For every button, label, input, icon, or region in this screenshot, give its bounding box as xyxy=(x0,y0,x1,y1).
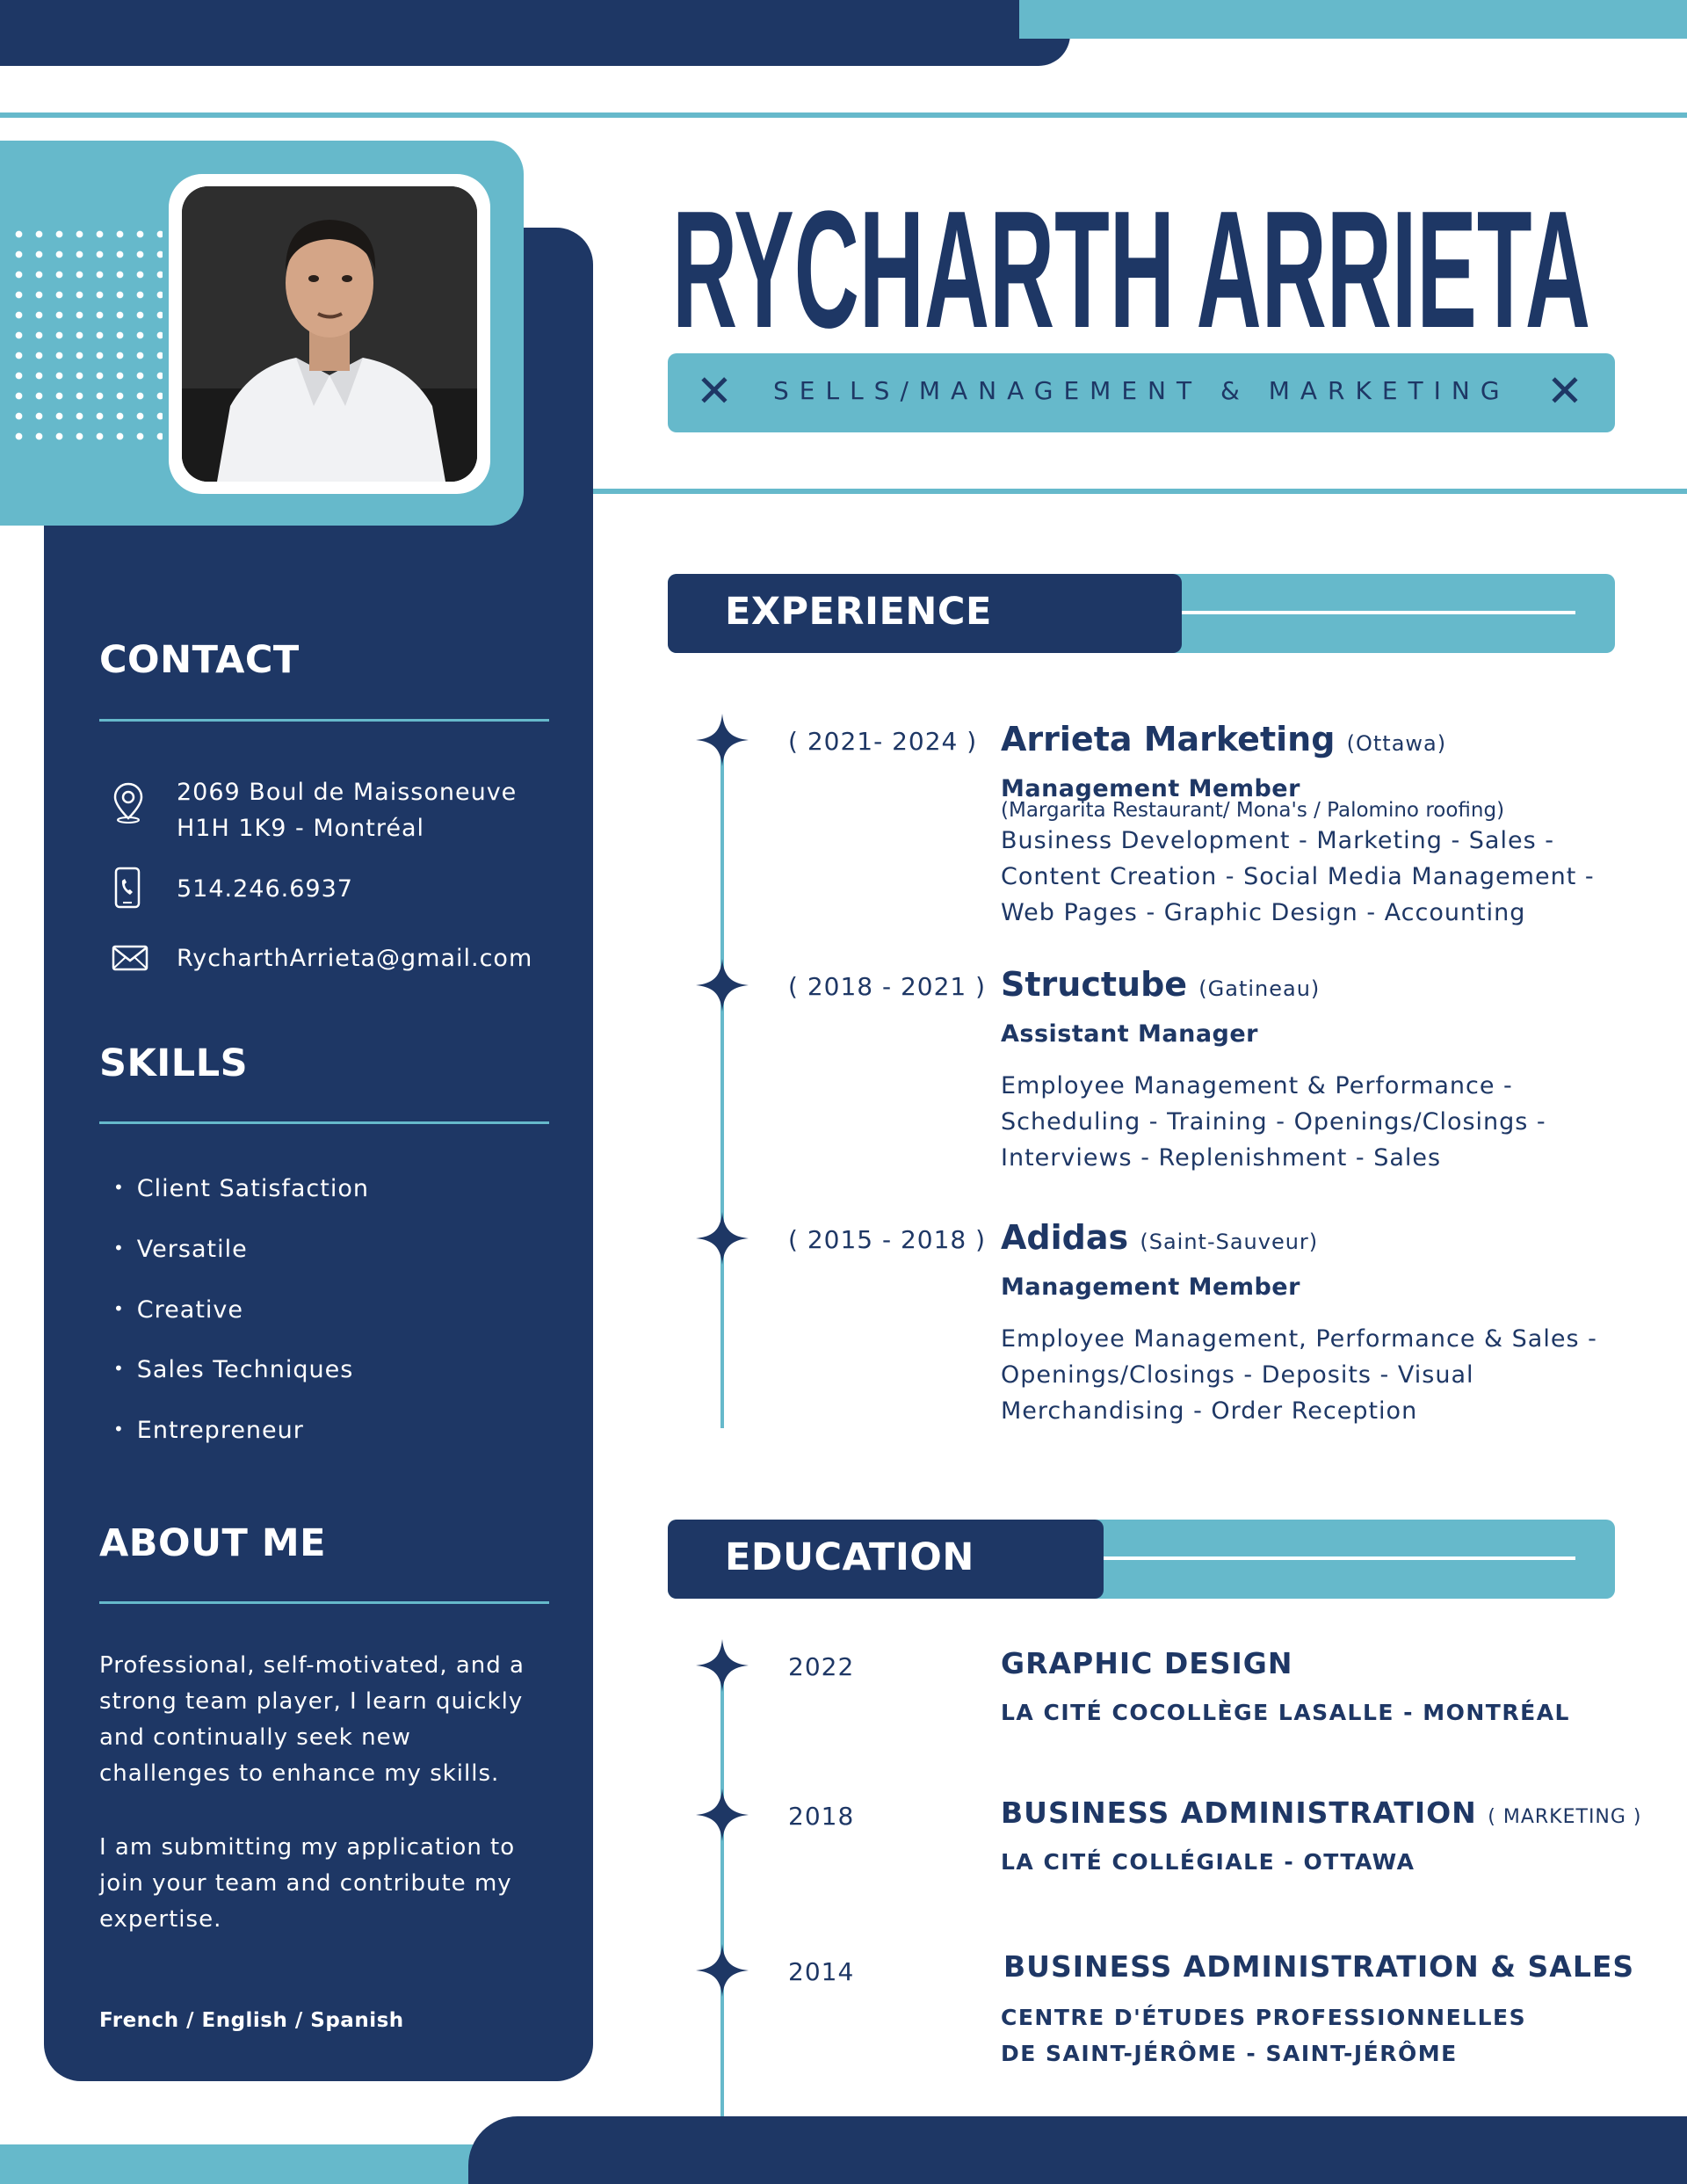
skills-rule xyxy=(99,1121,549,1124)
skills-heading: SKILLS xyxy=(99,1041,249,1085)
top-teal-band xyxy=(1019,0,1687,39)
about-line: strong team player, I learn quickly xyxy=(99,1688,524,1715)
about-line: I am submitting my application to xyxy=(99,1834,516,1861)
experience-company xyxy=(1001,965,1320,1004)
experience-description xyxy=(1001,1068,1607,1176)
top-navy-band xyxy=(0,0,1070,66)
company-name: Adidas xyxy=(1001,1218,1129,1257)
company-location: (Gatineau) xyxy=(1198,976,1321,1001)
education-year: 2014 xyxy=(788,1957,855,1986)
company-name: Structube xyxy=(1001,965,1188,1004)
skill-item: • Versatile xyxy=(113,1236,248,1263)
experience-company xyxy=(1001,720,1446,758)
education-note: ( MARKETING ) xyxy=(1488,1806,1642,1828)
experience-role: Management Member xyxy=(1001,775,1300,802)
about-heading: ABOUT ME xyxy=(99,1521,326,1565)
education-institution: DE SAINT-JÉRÔME - SAINT-JÉRÔME xyxy=(1001,2041,1458,2066)
location-pin-icon xyxy=(111,781,146,824)
candidate-name xyxy=(672,180,1621,338)
education-title: GRAPHIC DESIGN xyxy=(1001,1646,1293,1680)
languages: French / English / Spanish xyxy=(99,2009,404,2032)
contact-heading: CONTACT xyxy=(99,638,300,682)
star-icon xyxy=(696,1789,749,1841)
star-icon xyxy=(696,1212,749,1265)
education-institution: CENTRE D'ÉTUDES PROFESSIONNELLES xyxy=(1001,2005,1527,2030)
skill-item: • Creative xyxy=(113,1296,243,1324)
education-institution: LA CITÉ COLLÉGIALE - OTTAWA xyxy=(1001,1849,1415,1875)
star-icon xyxy=(696,959,749,1012)
education-heading: EDUCATION xyxy=(725,1535,974,1579)
about-line: Professional, self-motivated, and a xyxy=(99,1652,525,1679)
contact-rule xyxy=(99,719,549,722)
bottom-teal-band xyxy=(0,2144,545,2184)
description-line: Web Pages - Graphic Design - Accounting xyxy=(1001,899,1526,926)
phone-number[interactable]: 514.246.6937 xyxy=(177,875,353,903)
experience-description xyxy=(1001,1321,1607,1429)
description-line: Openings/Closings - Deposits - Visual xyxy=(1001,1361,1474,1389)
top-divider-line xyxy=(0,112,1687,118)
description-line: Scheduling - Training - Openings/Closings - xyxy=(1001,1108,1546,1136)
education-title: BUSINESS ADMINISTRATION & SALES xyxy=(1003,1949,1635,1984)
about-line: and continually seek new xyxy=(99,1724,411,1751)
company-name: Arrieta Marketing xyxy=(1001,720,1336,758)
mail-icon xyxy=(111,944,149,972)
description-line: Content Creation - Social Media Management - xyxy=(1001,863,1595,890)
address-line-1: 2069 Boul de Maissoneuve xyxy=(177,779,518,806)
star-icon xyxy=(696,714,749,766)
education-timeline-line xyxy=(720,1665,724,2116)
company-location: (Saint-Sauveur) xyxy=(1140,1230,1319,1254)
education-title-text: BUSINESS ADMINISTRATION xyxy=(1001,1796,1477,1830)
close-icon: ✕ xyxy=(696,366,733,417)
experience-note: (Margarita Restaurant/ Mona's / Palomino roofing) xyxy=(1001,799,1505,822)
profile-photo xyxy=(182,186,477,482)
education-title xyxy=(1001,1796,1642,1830)
experience-company xyxy=(1001,1218,1318,1257)
bottom-navy-band xyxy=(468,2116,1687,2184)
candidate-name-text: RYCHARTH ARRIETA xyxy=(672,180,1590,338)
education-year: 2018 xyxy=(788,1802,855,1831)
description-line: Employee Management & Performance - xyxy=(1001,1072,1513,1099)
about-line: expertise. xyxy=(99,1906,222,1933)
company-location: (Ottawa) xyxy=(1346,731,1447,756)
description-line: Business Development - Marketing - Sales - xyxy=(1001,827,1554,854)
job-subtitle: SELLS/MANAGEMENT & MARKETING xyxy=(773,376,1510,405)
experience-dates: ( 2015 - 2018 ) xyxy=(788,1225,987,1254)
about-line: challenges to enhance my skills. xyxy=(99,1760,500,1787)
description-line: Merchandising - Order Reception xyxy=(1001,1397,1418,1425)
star-icon xyxy=(696,1639,749,1692)
education-institution: LA CITÉ COCOLLÈGE LASALLE - MONTRÉAL xyxy=(1001,1700,1570,1725)
close-icon: ✕ xyxy=(1546,366,1583,417)
education-header-line xyxy=(1104,1556,1575,1560)
skill-item: • Client Satisfaction xyxy=(113,1175,369,1202)
experience-dates: ( 2021- 2024 ) xyxy=(788,727,978,756)
skill-item: • Entrepreneur xyxy=(113,1417,304,1444)
experience-description xyxy=(1001,823,1607,931)
experience-timeline-line xyxy=(720,738,724,1428)
skill-item: • Sales Techniques xyxy=(113,1356,353,1383)
experience-dates: ( 2018 - 2021 ) xyxy=(788,972,987,1001)
experience-heading: EXPERIENCE xyxy=(725,590,992,634)
header-divider-line xyxy=(593,489,1687,494)
star-icon xyxy=(696,1944,749,1997)
email-address[interactable]: RycharthArrieta@gmail.com xyxy=(177,945,533,972)
experience-header-line xyxy=(1182,611,1575,614)
address-line-2: H1H 1K9 - Montréal xyxy=(177,815,425,842)
experience-role: Assistant Manager xyxy=(1001,1020,1259,1048)
experience-role: Management Member xyxy=(1001,1273,1300,1301)
about-rule xyxy=(99,1601,549,1604)
dot-pattern xyxy=(9,224,163,444)
description-line: Employee Management, Performance & Sales - xyxy=(1001,1325,1597,1353)
education-year: 2022 xyxy=(788,1652,855,1681)
about-line: join your team and contribute my xyxy=(99,1870,512,1897)
phone-icon xyxy=(112,867,142,909)
description-line: Interviews - Replenishment - Sales xyxy=(1001,1144,1442,1172)
